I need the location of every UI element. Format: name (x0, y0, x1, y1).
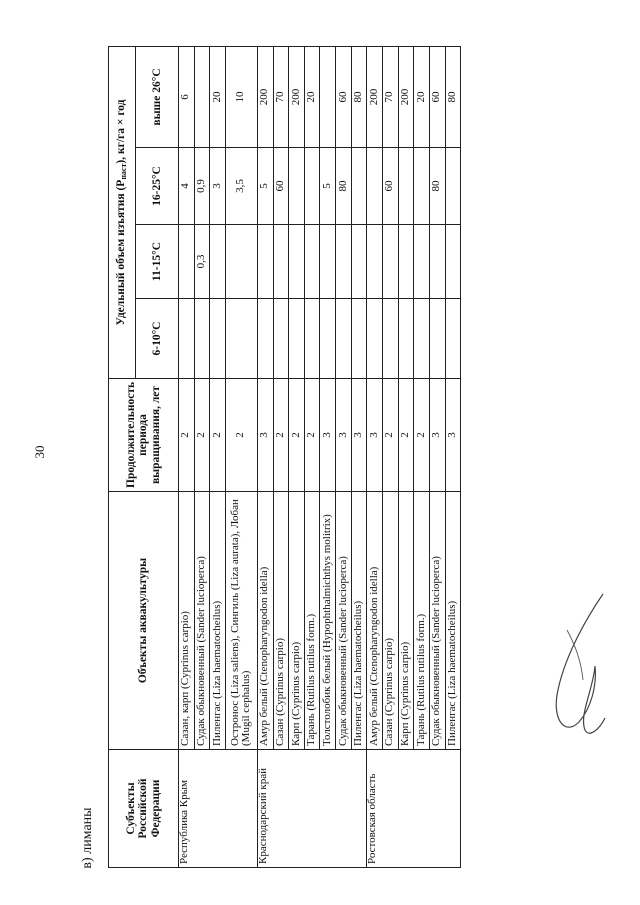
volume-cell-t1 (320, 299, 336, 379)
table-row (398, 47, 414, 868)
volume-cell-t2 (225, 225, 257, 299)
object-cell: Остронос (Liza saliens), Сингиль (Liza aurata), Лобан (Mugil cephalus) (225, 492, 257, 750)
object-cell: Амур белый (Ctenopharyngodon idella) (367, 492, 383, 750)
volume-cell-t2 (429, 225, 445, 299)
header-subject: Субъекты Российской Федерации (109, 750, 179, 868)
volume-cell-t4: 80 (445, 47, 461, 148)
volume-cell-t4: 80 (351, 47, 367, 148)
volume-cell-t4: 200 (398, 47, 414, 148)
table-row (445, 47, 461, 868)
duration-cell: 2 (304, 379, 320, 492)
volume-cell-t4: 20 (304, 47, 320, 148)
volume-cell-t2 (351, 225, 367, 299)
volume-cell-t4: 200 (289, 47, 305, 148)
section-label: в) лиманы (80, 807, 95, 869)
object-cell: Судак обыкновенный (Sander lucioperca) (194, 492, 210, 750)
volume-cell-t4 (320, 47, 336, 148)
object-cell: Судак обыкновенный (Sander lucioperca) (336, 492, 352, 750)
duration-cell: 3 (257, 379, 273, 492)
volume-cell-t4: 70 (273, 47, 289, 148)
page-number: 30 (32, 445, 47, 459)
volume-cell-t3: 80 (336, 148, 352, 225)
duration-cell: 2 (383, 379, 399, 492)
volume-cell-t3: 60 (273, 148, 289, 225)
volume-cell-t1 (445, 299, 461, 379)
volume-cell-t3 (398, 148, 414, 225)
table-row (225, 47, 257, 868)
duration-cell: 3 (367, 379, 383, 492)
object-cell: Пиленгас (Liza haematocheilus) (351, 492, 367, 750)
object-cell: Пиленгас (Liza haematocheilus) (445, 492, 461, 750)
volume-cell-t3: 5 (257, 148, 273, 225)
volume-cell-t2 (257, 225, 273, 299)
table-body (179, 47, 461, 868)
object-cell: Пиленгас (Liza haematocheilus) (210, 492, 226, 750)
volume-cell-t4: 200 (257, 47, 273, 148)
volume-cell-t1 (257, 299, 273, 379)
header-volume (109, 47, 136, 379)
volume-cell-t1 (414, 299, 430, 379)
volume-cell-t2 (304, 225, 320, 299)
table-row (351, 47, 367, 868)
volume-cell-t3 (304, 148, 320, 225)
duration-cell: 2 (414, 379, 430, 492)
volume-cell-t1 (210, 299, 226, 379)
volume-cell-t1 (225, 299, 257, 379)
duration-cell: 2 (289, 379, 305, 492)
volume-cell-t2 (289, 225, 305, 299)
duration-cell: 3 (336, 379, 352, 492)
volume-cell-t1 (273, 299, 289, 379)
duration-cell: 2 (210, 379, 226, 492)
volume-cell-t1 (179, 299, 195, 379)
duration-cell: 2 (273, 379, 289, 492)
volume-cell-t3 (445, 148, 461, 225)
table-container (108, 47, 458, 868)
object-cell: Сазан (Cyprinus carpio) (383, 492, 399, 750)
volume-cell-t3: 5 (320, 148, 336, 225)
header-t3: 16-25°C (136, 148, 179, 225)
table-row (304, 47, 320, 868)
volume-cell-t2 (320, 225, 336, 299)
volume-cell-t2 (179, 225, 195, 299)
subject-cell: Республика Крым (179, 750, 258, 868)
table-row (367, 47, 383, 868)
header-volume-suffix: ), кг/га × год (115, 99, 128, 164)
volume-cell-t2 (367, 225, 383, 299)
table-row (414, 47, 430, 868)
volume-cell-t2 (383, 225, 399, 299)
duration-cell: 3 (320, 379, 336, 492)
object-cell: Карп (Cyprinus carpio) (289, 492, 305, 750)
volume-cell-t4: 70 (383, 47, 399, 148)
subject-cell: Ростовская область (367, 750, 461, 868)
header-objects: Объекты аквакультуры (109, 492, 179, 750)
volume-cell-t1 (304, 299, 320, 379)
duration-cell: 3 (351, 379, 367, 492)
volume-cell-t2 (414, 225, 430, 299)
table-row (179, 47, 195, 868)
volume-cell-t2: 0,3 (194, 225, 210, 299)
volume-cell-t4: 20 (210, 47, 226, 148)
volume-cell-t2 (336, 225, 352, 299)
header-volume-sub: паст (119, 163, 129, 180)
object-cell: Амур белый (Ctenopharyngodon idella) (257, 492, 273, 750)
table-row (383, 47, 399, 868)
table-row (320, 47, 336, 868)
table-row (257, 47, 273, 868)
volume-cell-t3 (289, 148, 305, 225)
table-row (289, 47, 305, 868)
header-duration: Продолжительность периода выращивания, лет (109, 379, 179, 492)
volume-cell-t4: 200 (367, 47, 383, 148)
volume-cell-t3: 0,9 (194, 148, 210, 225)
volume-cell-t3 (367, 148, 383, 225)
duration-cell: 2 (194, 379, 210, 492)
object-cell: Сазан (Cyprinus carpio) (273, 492, 289, 750)
volume-cell-t1 (367, 299, 383, 379)
volume-cell-t3: 3 (210, 148, 226, 225)
header-t2: 11-15°C (136, 225, 179, 299)
duration-cell: 2 (225, 379, 257, 492)
table-row (194, 47, 210, 868)
volume-cell-t4: 20 (414, 47, 430, 148)
volume-cell-t4: 6 (179, 47, 195, 148)
volume-cell-t1 (336, 299, 352, 379)
object-cell: Толстолобик белый (Hypophthalmichthys molitrix) (320, 492, 336, 750)
volume-cell-t3: 3,5 (225, 148, 257, 225)
object-cell: Тарань (Rutilus rutilus form.) (304, 492, 320, 750)
signature (545, 590, 615, 740)
duration-cell: 3 (445, 379, 461, 492)
object-cell: Судак обыкновенный (Sander lucioperca) (429, 492, 445, 750)
volume-cell-t1 (383, 299, 399, 379)
subject-cell: Краснодарский край (257, 750, 366, 868)
object-cell: Сазан, карп (Cyprinus carpio) (179, 492, 195, 750)
aquaculture-table (108, 46, 461, 868)
volume-cell-t1 (289, 299, 305, 379)
volume-cell-t3 (414, 148, 430, 225)
volume-cell-t3 (351, 148, 367, 225)
volume-cell-t1 (429, 299, 445, 379)
table-row (210, 47, 226, 868)
volume-cell-t4: 60 (429, 47, 445, 148)
volume-cell-t2 (273, 225, 289, 299)
header-volume-prefix: Удельный объем изъятия (P (115, 179, 128, 326)
volume-cell-t3: 60 (383, 148, 399, 225)
volume-cell-t1 (351, 299, 367, 379)
object-cell: Карп (Cyprinus carpio) (398, 492, 414, 750)
header-row-1 (109, 47, 136, 868)
duration-cell: 3 (429, 379, 445, 492)
header-t1: 6-10°C (136, 299, 179, 379)
volume-cell-t2 (445, 225, 461, 299)
duration-cell: 2 (398, 379, 414, 492)
volume-cell-t3: 80 (429, 148, 445, 225)
table-row (429, 47, 445, 868)
table-row (273, 47, 289, 868)
object-cell: Тарань (Rutilus rutilus form.) (414, 492, 430, 750)
volume-cell-t4: 10 (225, 47, 257, 148)
volume-cell-t4 (194, 47, 210, 148)
volume-cell-t4: 60 (336, 47, 352, 148)
volume-cell-t2 (398, 225, 414, 299)
table-row (336, 47, 352, 868)
volume-cell-t1 (194, 299, 210, 379)
duration-cell: 2 (179, 379, 195, 492)
volume-cell-t1 (398, 299, 414, 379)
volume-cell-t3: 4 (179, 148, 195, 225)
header-t4: выше 26°C (136, 47, 179, 148)
volume-cell-t2 (210, 225, 226, 299)
